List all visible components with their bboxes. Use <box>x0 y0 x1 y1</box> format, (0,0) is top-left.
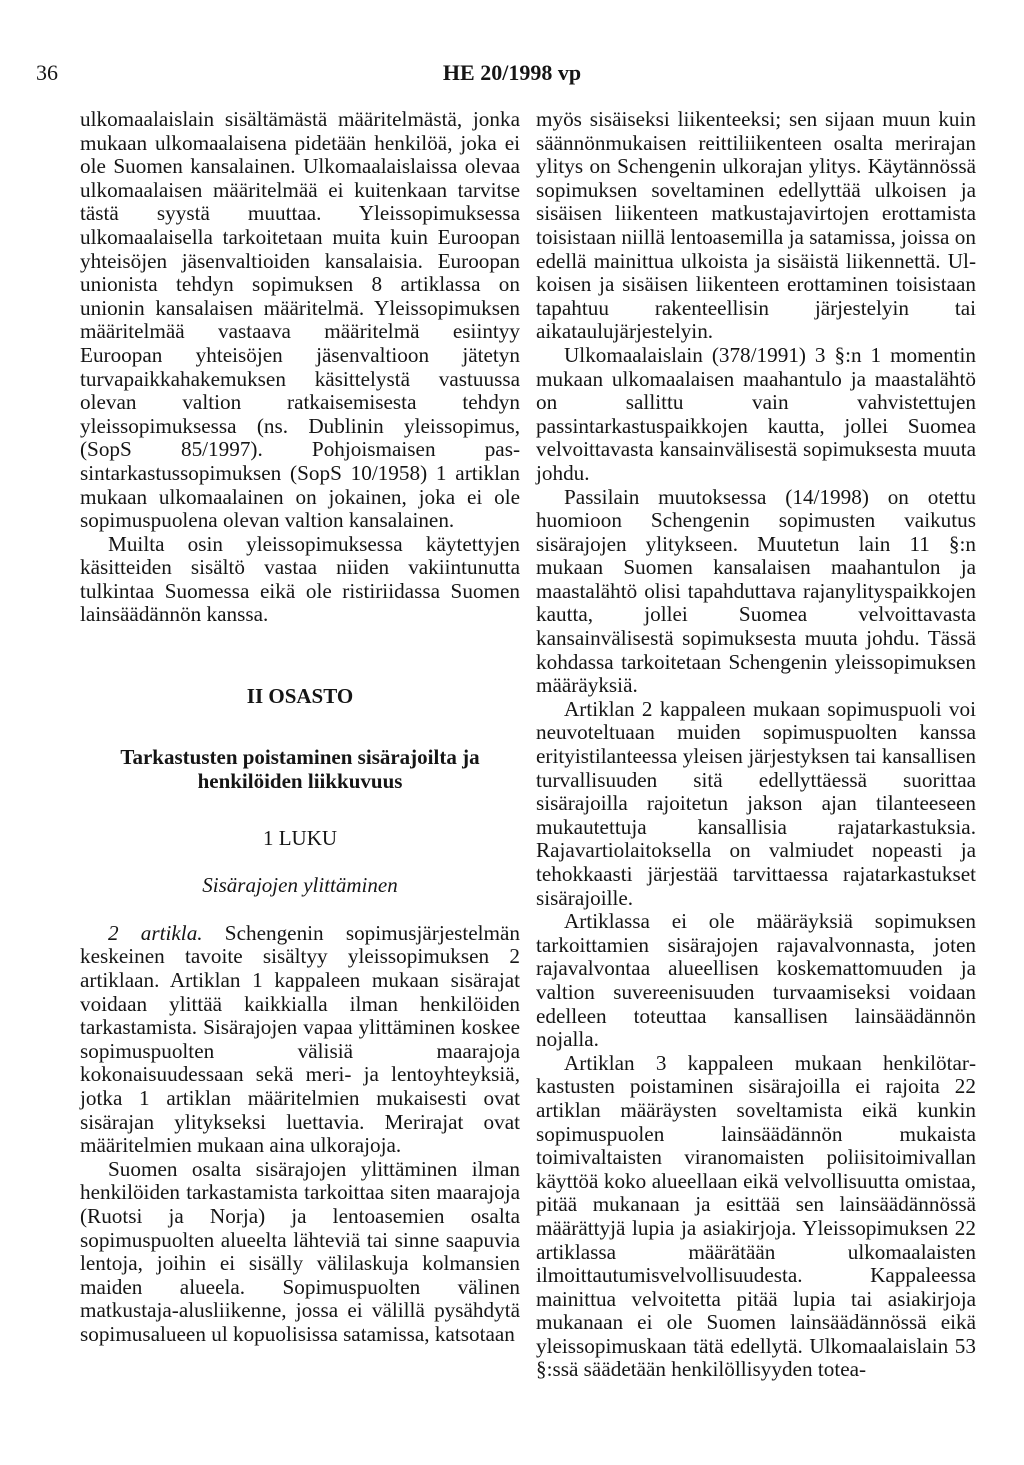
part-title: II OSASTO <box>246 684 354 709</box>
document-id: HE 20/1998 vp <box>442 60 582 85</box>
paragraph: Artiklan 2 kappaleen mukaan sopimuspuoli voi neuvoteltuaan muiden sopimuspuolten kanssa erityistilanteessa yleisen järjestyksen tai kansallisen turvallisuuden sitä edellyttäessä suorittaa sisärajoilla rajoitetun jakson ajan tilanteeseen mukautettuja kansallisia rajatarkastuksia. Rajavartiolaitoksella on valmiudet nopeasti ja tehokkaasti järjestää tarvittaessa rajatarkastukset sisärajoille. <box>536 696 976 910</box>
paragraph: Suomen osalta sisärajojen ylittäminen ilman henkilöiden tarkastamista tarkoittaa siten maarajoja (Ruotsi ja Norja) ja lentoasemien osalta sopimuspuolten alueelta lähteviä tai sinne saapuvia lentoja, joihin ei sisälly välilaskuja kolmansien maiden alueela. Sopimuspuolten välinen matkustaja-alusliikenne, jossa ei välillä pysähdytä sopimusalueen ul kopuolisissa satamissa, katsotaan <box>80 1156 520 1346</box>
part-subtitle <box>80 745 520 793</box>
paragraph: Artiklan 3 kappaleen mukaan henkilötarkastusten poistaminen sisärajoilla ei rajoita 22 artiklan määräysten soveltamista eikä kunkin sopimuspuolen lainsäädännön mukaista toimivaltaisten viranomaisten poliisitoimivallan käyttöä koko alueellaan eikä velvollisuutta omistaa, pitää mukanaan ja esittää sen lainsäädännössä määrättyjä lupia ja asiakirjoja. Yleissopimuksen 22 artiklassa määrätään ulkomaalaisten ilmoittautumisvelvollisuudesta. Kappaleessa mainittua velvoitetta pitää lupia tai asiakirjoja mukanaan ei ole Suomen lainsäädännössä eikä yleissopimuskaan tätä edellytä. Ulkomaalaislain 53 §:ssä säädetään henkilöllisyyden totea- <box>536 1050 976 1382</box>
page-number: 36 <box>36 60 58 85</box>
section-title: Sisärajojen ylittäminen <box>202 873 398 898</box>
chapter-title: 1 LUKU <box>262 825 338 850</box>
article-paragraph <box>80 922 520 1158</box>
article-text: Schengenin sopimusjärjestelmän keskeinen tavoite sisältyy yleissopimuksen 2 artiklaan. Artiklan 1 kappaleen mukaan sisärajat voidaan ylittää kaikkialla ilman henkilöiden tarkastamista. Sisärajojen vapaa ylittäminen koskee sopimuspuolten välisiä maarajoja kokonaisuudessaan sekä meri- ja lentoyhteyksiä, jotka 1 artiklan määritelmien mukaisesti ovat sisärajan ylitykseksi luettavia. Merirajat ovat määritelmien mukaan aina ulkorajoja. <box>80 920 521 1158</box>
paragraph: Ulkomaalaislain (378/1991) 3 §:n 1 momentin mukaan ulkomaalaisen maahantulo ja maastalähtö on sallittu vain vahvistettujen passintarkastuspaikkojen kautta, jollei Suomea velvoittavasta kansainvälisestä sopimuksesta muuta johdu. <box>536 342 976 485</box>
paragraph: ulkomaalaislain sisältämästä määritelmästä, jonka mukaan ulkomaalaisena pidetään henkilöä, joka ei ole Suomen kansalainen. Ulkomaalaislaissa olevaa ulkomaalaisen määritelmää ei kuitenkaan tarvitse tästä syystä muuttaa. Yleissopimuksessa ulkomaalaisella tarkoitetaan muita kuin Euroopan yhteisöjen jäsenvaltioiden kansalaisia. Euroopan unionista tehdyn sopimuksen 8 artiklassa on unionin kansalaisen määritelmä. Yleissopimuksen määritelmää vastaava määritelmä esiintyy Euroopan yhteisöjen jäsenvaltioon jätetyn turvapaikkahakemuksen käsittelystä vastuussa olevan valtion ratkaisemisesta tehdyn yleissopimuksessa (ns. Dublinin yleissopimus, (SopS 85/1997). Pohjoismaisen passintarkastussopimuksen (SopS 10/1958) 1 artiklan mukaan ulkomaalainen on jokainen, joka ei ole sopimuspuolena olevan valtion kansalainen. <box>80 107 520 533</box>
paragraph: Passilain muutoksessa (14/1998) on otettu huomioon Schengenin sopimusten vaikutus sisärajojen ylitykseen. Muutetun lain 11 §:n mukaan Suomen kansalaisen maahantulon ja maastalähtö olisi tapahduttava rajanylityspaikkojen kautta, jollei Suomea velvoittavasta kansainvälisestä sopimuksesta muuta johdu. Tässä kohdassa tarkoitetaan Schengenin yleissopimuksen määräyksiä. <box>536 484 976 698</box>
part-subtitle-line: henkilöiden liikkuvuus <box>197 768 403 793</box>
left-column <box>80 108 520 1347</box>
paragraph: Muilta osin yleissopimuksessa käytettyjen käsitteiden sisältö vastaa niiden vakiintunutta tulkintaa Suomessa eikä ole ristiriidassa Suomen lainsäädännön kanssa. <box>80 531 520 627</box>
right-column <box>536 108 976 1382</box>
paragraph: Artiklassa ei ole määräyksiä sopimuksen tarkoittamien sisärajojen rajavalvonnasta, joten rajavalvontaa alueellisen koskemattomuuden ja valtion suvereenisuuden turvaamiseksi voidaan edelleen toteuttaa kansallisen lainsäädännön nojalla. <box>536 909 976 1052</box>
part-subtitle-line: Tarkastusten poistaminen sisärajoilta ja <box>120 744 480 769</box>
article-label: 2 artikla. <box>108 920 203 945</box>
paragraph: myös sisäiseksi liikenteeksi; sen sijaan muun kuin säännönmukaisen reittiliikenteen osalta merirajan ylitys on Schengenin ulkorajan ylitys. Käytännössä sopimuksen soveltaminen edellyttää ulkoisen ja sisäisen liikenteen matkustajavirtojen erottamista toisistaan niillä lentoasemilla ja satamissa, joissa on edellä mainittua ulkoista ja sisäistä liikennettä. Ulkoisen ja sisäisen liikenteen erottaminen toisistaan tapahtuu rakenteellisin järjestelyin tai aikataulujärjestelyin. <box>536 107 976 344</box>
